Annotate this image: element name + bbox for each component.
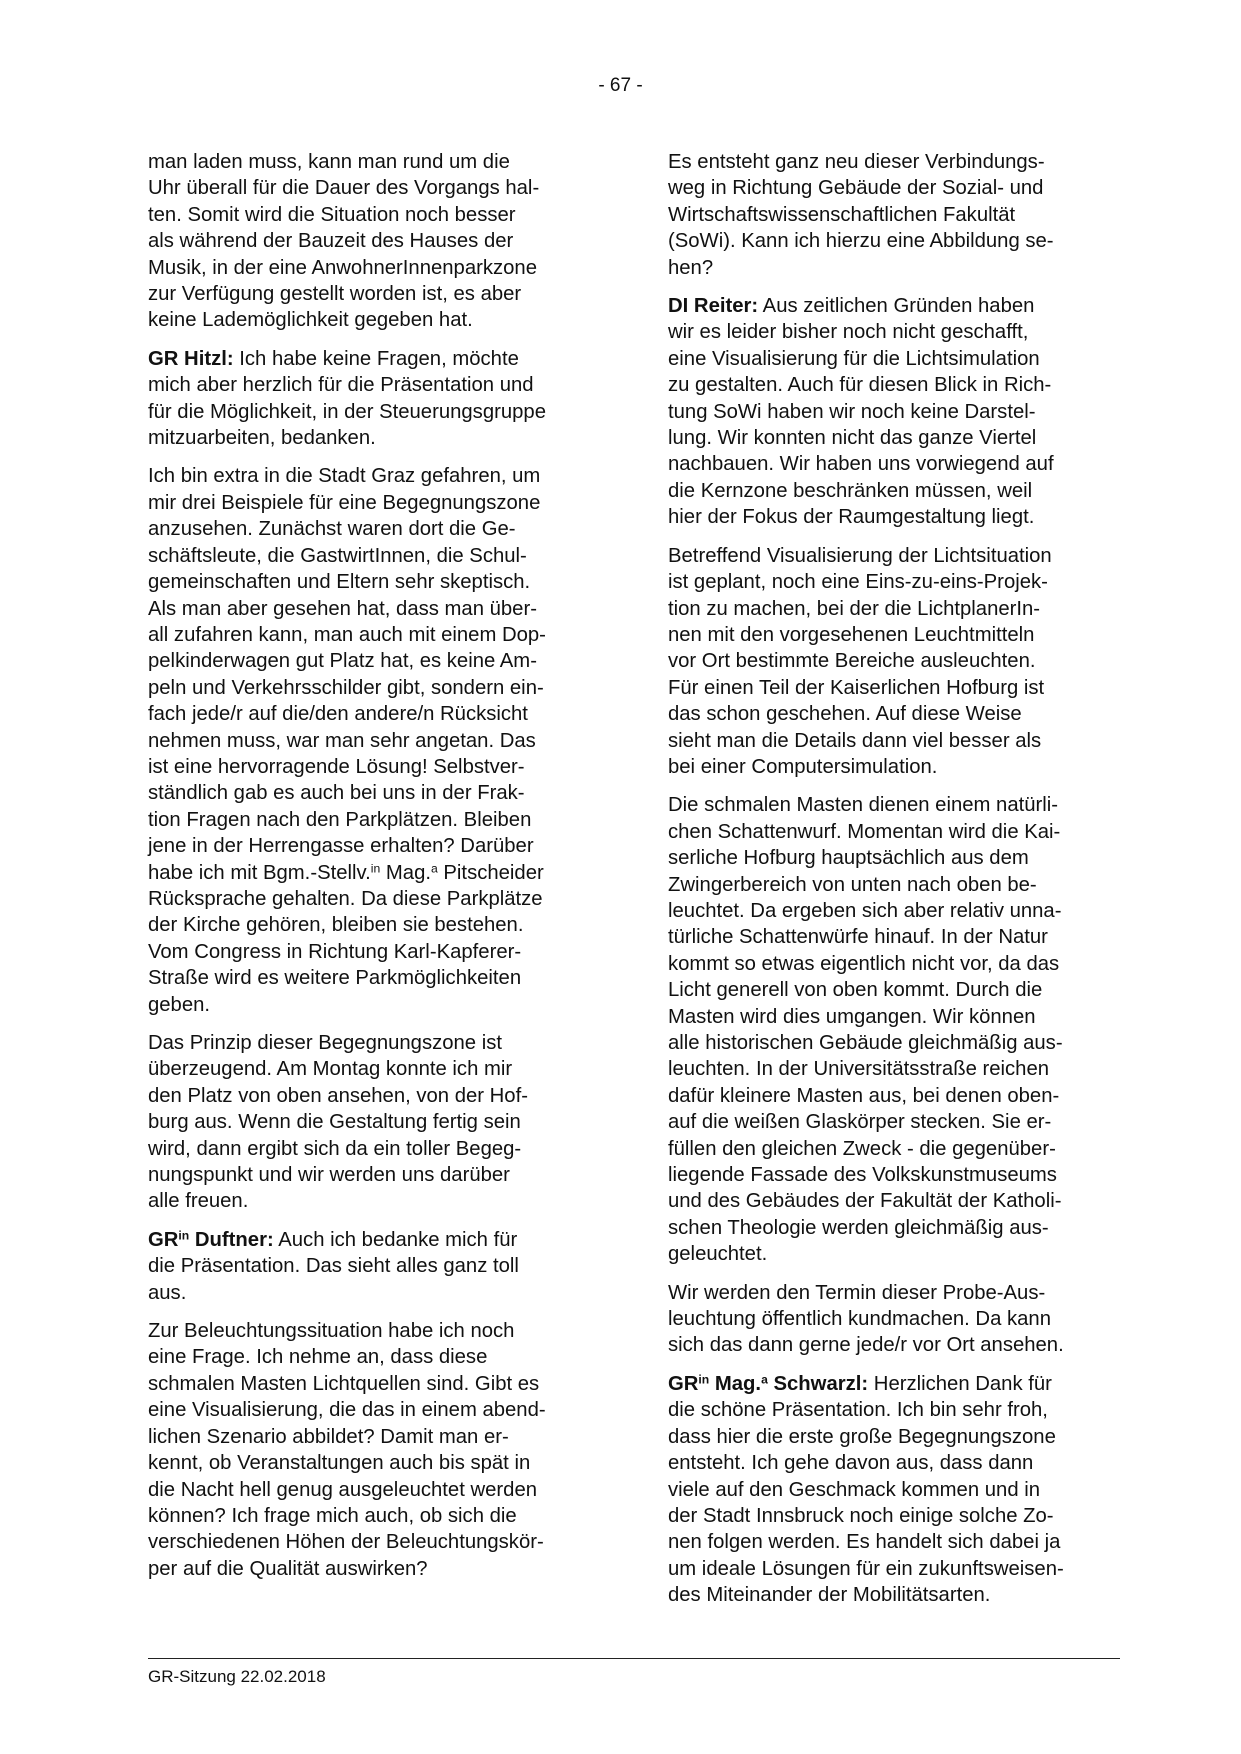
speaker-degree: Mag. (709, 1372, 762, 1395)
text-line: ständlich gab es auch bei uns in der Frak- (148, 782, 525, 805)
text-line: türliche Schattenwürfe hinauf. In der Natur (668, 926, 1048, 949)
text-line: jene in der Herrengasse erhalten? Darüber (148, 835, 534, 858)
paragraph-schwarzl (668, 1371, 1120, 1609)
text-line: nen folgen werden. Es handelt sich dabei ja (668, 1531, 1061, 1554)
text-line: können? Ich frage mich auch, ob sich die (148, 1504, 517, 1527)
text-line: als während der Bauzeit des Hauses der (148, 230, 514, 253)
text-line: zur Verfügung gestellt worden ist, es aber (148, 283, 522, 306)
paragraph (668, 1280, 1120, 1359)
text-line: Zwingerbereich von unten nach oben be- (668, 873, 1037, 896)
speaker-name: GR Hitzl: (148, 347, 234, 370)
text-line: mich aber herzlich für die Präsentation und (148, 374, 534, 397)
text-line: burg aus. Wenn die Gestaltung fertig sein (148, 1111, 521, 1134)
text-line: wir es leider bisher noch nicht geschafft, (668, 321, 1029, 344)
paragraph (148, 1030, 600, 1215)
text-line: Die schmalen Masten dienen einem natürli- (668, 794, 1059, 817)
text-line: pelkinderwagen gut Platz hat, es keine Am- (148, 650, 537, 673)
text-line: das schon geschehen. Auf diese Weise (668, 703, 1022, 726)
text-line: ist geplant, noch eine Eins-zu-eins-Projek- (668, 571, 1048, 594)
text-line (148, 346, 600, 372)
text-line: (SoWi). Kann ich hierzu eine Abbildung se- (668, 230, 1054, 253)
text-line: chen Schattenwurf. Momentan wird die Kai- (668, 820, 1061, 843)
text-line: die schöne Präsentation. Ich bin sehr froh, (668, 1399, 1048, 1422)
text-line: entsteht. Ich gehe davon aus, dass dann (668, 1452, 1034, 1475)
text-line: leuchtet. Da ergeben sich aber relativ unna- (668, 899, 1062, 922)
text-line: vor Ort bestimmte Bereiche ausleuchten. (668, 650, 1036, 673)
text-line: weg in Richtung Gebäude der Sozial- und (668, 177, 1044, 200)
text-line (148, 1227, 600, 1253)
text-line: überzeugend. Am Montag konnte ich mir (148, 1058, 513, 1081)
text-line: viele auf den Geschmack kommen und in (668, 1478, 1041, 1501)
text-line: der Stadt Innsbruck noch einige solche Zo- (668, 1504, 1054, 1527)
text-line: geben. (148, 993, 211, 1016)
text-line: tion zu machen, bei der die LichtplanerIn- (668, 597, 1041, 620)
text-line: auf die weißen Glaskörper stecken. Sie er- (668, 1111, 1052, 1134)
speaker-name: DI Reiter: (668, 295, 759, 318)
text-line: eine Visualisierung, die das in einem abend- (148, 1399, 546, 1422)
speaker-title: GR (148, 1228, 179, 1251)
superscript: in (178, 1228, 190, 1243)
text-line: all zufahren kann, man auch mit einem Dop- (148, 623, 546, 646)
text-line (148, 860, 600, 886)
text-line: Uhr überall für die Dauer des Vorgangs hal- (148, 177, 540, 200)
text-line: hen? (668, 256, 714, 279)
paragraph (148, 463, 600, 1018)
text-fragment: Aus zeitlichen Gründen haben (758, 295, 1035, 318)
text-line: den Platz von oben ansehen, von der Hof- (148, 1084, 528, 1107)
text-line: und des Gebäudes der Fakultät der Katholi- (668, 1190, 1062, 1213)
text-line (668, 293, 1120, 319)
text-line: sich das dann gerne jede/r vor Ort ansehen. (668, 1334, 1064, 1357)
text-line: mitzuarbeiten, bedanken. (148, 427, 376, 450)
text-line: Ich bin extra in die Stadt Graz gefahren, um (148, 465, 541, 488)
text-line: geleuchtet. (668, 1243, 768, 1266)
text-line: nachbauen. Wir haben uns vorwiegend auf (668, 453, 1054, 476)
text-line: per auf die Qualität auswirken? (148, 1557, 428, 1580)
text-line: kennt, ob Veranstaltungen auch bis spät in (148, 1452, 531, 1475)
text-line: wird, dann ergibt sich da ein toller Begeg- (148, 1137, 522, 1160)
text-line: ist eine hervorragende Lösung! Selbstver- (148, 755, 525, 778)
text-line: gemeinschaften und Eltern sehr skeptisch. (148, 571, 531, 594)
text-fragment: habe ich mit Bgm.-Stellv. (148, 861, 371, 884)
speaker-title: GR (668, 1372, 699, 1395)
text-line: keine Lademöglichkeit gegeben hat. (148, 309, 473, 332)
text-line: schmalen Masten Lichtquellen sind. Gibt es (148, 1372, 540, 1395)
text-line: Musik, in der eine AnwohnerInnenparkzone (148, 256, 537, 279)
text-line: dafür kleinere Masten aus, bei denen oben- (668, 1084, 1060, 1107)
paragraph-hitzl (148, 346, 600, 452)
text-line: des Miteinander der Mobilitätsarten. (668, 1584, 991, 1607)
paragraph (148, 1318, 600, 1582)
text-line: um ideale Lösungen für ein zukunftsweisen- (668, 1557, 1064, 1580)
text-line: für die Möglichkeit, in der Steuerungsgruppe (148, 400, 546, 423)
text-line: die Präsentation. Das sieht alles ganz toll (148, 1255, 519, 1278)
text-line: füllen den gleichen Zweck - die gegenüber- (668, 1137, 1056, 1160)
text-line: Straße wird es weitere Parkmöglichkeiten (148, 967, 522, 990)
text-line: kommt so etwas eigentlich nicht vor, da das (668, 952, 1060, 975)
text-fragment: Auch ich bedanke mich für (273, 1228, 518, 1251)
superscript: a (431, 860, 438, 875)
text-line: eine Visualisierung für die Lichtsimulation (668, 347, 1040, 370)
text-line: Zur Beleuchtungssituation habe ich noch (148, 1320, 515, 1343)
text-line: lichen Szenario abbildet? Damit man er- (148, 1425, 509, 1448)
text-line: dass hier die erste große Begegnungszone (668, 1425, 1056, 1448)
text-line: nehmen muss, war man sehr angetan. Das (148, 729, 536, 752)
speaker-surname: Schwarzl: (773, 1372, 869, 1395)
superscript: in (698, 1372, 710, 1387)
text-line: anzusehen. Zunächst waren dort die Ge- (148, 518, 516, 541)
text-line: liegende Fassade des Volkskunstmuseums (668, 1164, 1057, 1187)
text-line: man laden muss, kann man rund um die (148, 151, 510, 173)
footer-session-date: GR-Sitzung 22.02.2018 (148, 1667, 326, 1686)
text-line: alle freuen. (148, 1190, 249, 1213)
text-line: Masten wird dies umgangen. Wir können (668, 1005, 1036, 1028)
text-fragment: Ich habe keine Fragen, möchte (233, 347, 519, 370)
text-line (668, 1371, 1120, 1397)
text-line: Es entsteht ganz neu dieser Verbindungs- (668, 151, 1045, 173)
text-line: mir drei Beispiele für eine Begegnungszone (148, 491, 541, 514)
text-line: Als man aber gesehen hat, dass man über- (148, 597, 537, 620)
right-column (668, 149, 1120, 1621)
paragraph-reiter (668, 293, 1120, 531)
text-line: die Nacht hell genug ausgeleuchtet werden (148, 1478, 537, 1501)
paragraph (148, 149, 600, 334)
text-line: Das Prinzip dieser Begegnungszone ist (148, 1032, 503, 1054)
text-line: tung SoWi haben wir noch keine Darstel- (668, 400, 1036, 423)
text-line: serliche Hofburg hauptsächlich aus dem (668, 847, 1029, 870)
text-line: peln und Verkehrsschilder gibt, sondern ein- (148, 676, 544, 699)
text-line: sieht man die Details dann viel besser als (668, 729, 1042, 752)
text-line: Für einen Teil der Kaiserlichen Hofburg ist (668, 676, 1045, 699)
text-line: der Kirche gehören, bleiben sie bestehen. (148, 914, 524, 937)
superscript: a (761, 1372, 768, 1387)
paragraph (668, 543, 1120, 781)
paragraph-duftner (148, 1227, 600, 1306)
text-line: leuchten. In der Universitätsstraße reichen (668, 1058, 1050, 1081)
text-line: nungspunkt und wir werden uns darüber (148, 1164, 510, 1187)
text-line: Wir werden den Termin dieser Probe-Aus- (668, 1281, 1046, 1304)
text-line: schäftsleute, die GastwirtInnen, die Schul- (148, 544, 527, 567)
paragraph (668, 792, 1120, 1267)
text-line: fach jede/r auf die/den andere/n Rücksicht (148, 703, 528, 726)
text-line: nen mit den vorgesehenen Leuchtmitteln (668, 623, 1035, 646)
footer-divider (148, 1658, 1120, 1659)
text-line: hier der Fokus der Raumgestaltung liegt. (668, 506, 1035, 529)
text-line: Wirtschaftswissenschaftlichen Fakultät (668, 203, 1016, 226)
text-line: bei einer Computersimulation. (668, 755, 938, 778)
speaker-name (148, 1229, 274, 1251)
text-line: Vom Congress in Richtung Karl-Kapferer- (148, 940, 522, 963)
text-line: ten. Somit wird die Situation noch besser (148, 203, 516, 226)
speaker-surname: Duftner: (194, 1228, 274, 1251)
left-column (148, 149, 600, 1594)
text-line: verschiedenen Höhen der Beleuchtungskör- (148, 1531, 544, 1554)
text-line: lung. Wir konnten nicht das ganze Viertel (668, 427, 1037, 450)
page-number: - 67 - (598, 75, 643, 96)
text-line: leuchtung öffentlich kundmachen. Da kann (668, 1308, 1051, 1331)
text-line: schen Theologie werden gleichmäßig aus- (668, 1216, 1049, 1239)
text-fragment: Mag. (380, 861, 431, 884)
speaker-name (668, 1373, 868, 1395)
text-line: zu gestalten. Auch für diesen Blick in Rich- (668, 374, 1052, 397)
superscript: in (370, 860, 381, 875)
text-line: Rücksprache gehalten. Da diese Parkplätze (148, 887, 543, 910)
text-fragment: Herzlichen Dank für (868, 1372, 1052, 1395)
text-line: Betreffend Visualisierung der Lichtsituation (668, 544, 1052, 567)
text-fragment: Pitscheider (437, 861, 544, 884)
text-line: aus. (148, 1281, 187, 1304)
text-line: alle historischen Gebäude gleichmäßig aus- (668, 1032, 1063, 1054)
text-line: die Kernzone beschränken müssen, weil (668, 479, 1033, 502)
paragraph (668, 149, 1120, 281)
text-line: Licht generell von oben kommt. Durch die (668, 979, 1043, 1002)
text-line: eine Frage. Ich nehme an, dass diese (148, 1346, 488, 1369)
text-line: tion Fragen nach den Parkplätzen. Bleiben (148, 808, 532, 831)
